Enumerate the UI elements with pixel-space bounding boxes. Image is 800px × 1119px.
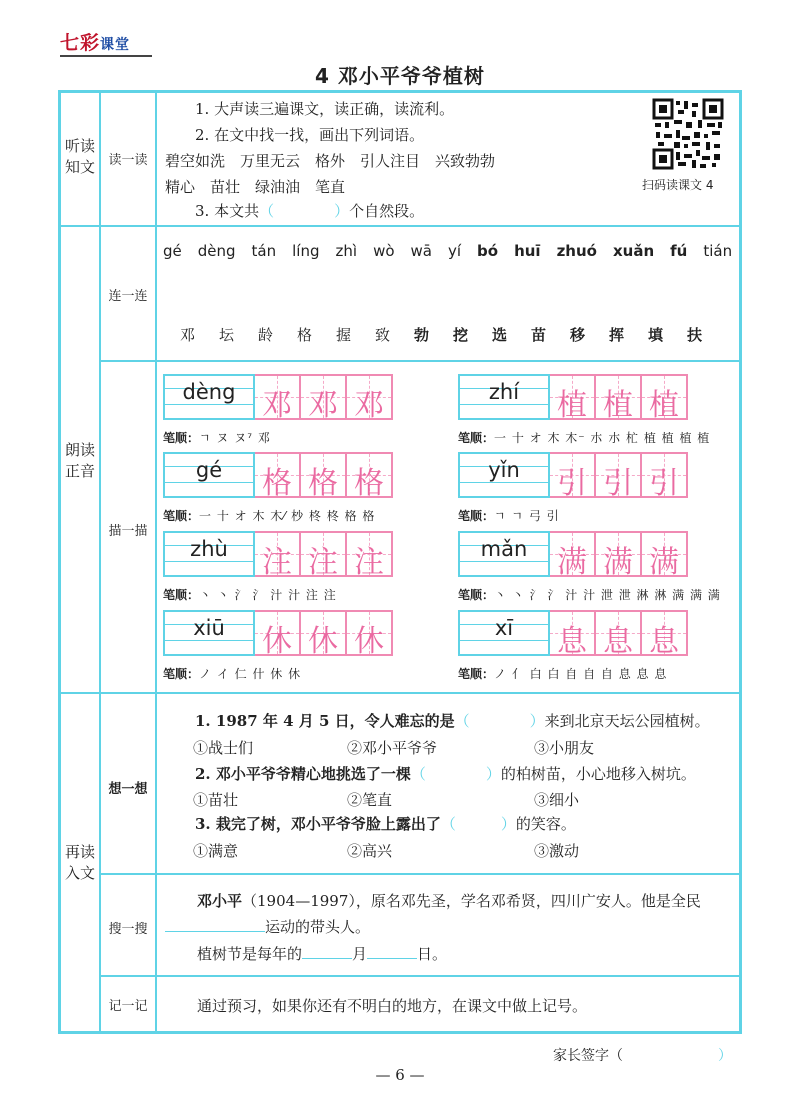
qr-code-icon[interactable] (652, 98, 724, 170)
parent-signature[interactable]: 家长签字（ ） (553, 1048, 732, 1064)
stroke-sequence: ㄱ ヌ ヌ⁷ 邓 (199, 431, 271, 445)
stroke-label: 笔顺： (163, 588, 200, 602)
hanzi-item[interactable]: 挖 (453, 326, 469, 344)
read-line-1: 1. 大声读三遍课文，读正确，读流利。 (195, 100, 455, 118)
stroke-label: 笔顺： (458, 509, 495, 523)
hanzi-item[interactable]: 坛 (219, 326, 235, 344)
trace-character: 引 (603, 466, 633, 501)
trace-cell[interactable] (301, 531, 347, 580)
hanzi-item[interactable]: 邓 (180, 326, 196, 344)
pinyin-item[interactable]: dèng (197, 242, 236, 260)
stroke-order (458, 429, 710, 446)
stroke-label: 笔顺： (163, 667, 200, 681)
hanzi-item[interactable]: 握 (336, 326, 352, 344)
pinyin-text: yǐn (488, 458, 520, 482)
answer-blank[interactable]: （ ） (454, 712, 545, 730)
hanzi-item[interactable]: 苗 (531, 326, 547, 344)
trace-cell[interactable] (255, 374, 301, 423)
hanzi-item[interactable]: 格 (297, 326, 313, 344)
pinyin-text: xī (494, 616, 514, 640)
trace-cell[interactable] (347, 610, 393, 659)
writing-grid[interactable] (458, 610, 688, 659)
trace-character: 注 (308, 545, 338, 580)
fill-blank-month[interactable] (302, 945, 352, 959)
option[interactable]: ③细小 (534, 791, 580, 809)
pinyin-text: mǎn (480, 537, 528, 561)
stroke-order (163, 586, 337, 603)
sub-label-xiangyixiang: 想一想 (108, 782, 148, 797)
brand-logo: 七彩课堂 (60, 32, 131, 54)
stroke-sequence: 丶 丶 氵 氵 汁 汁 注 注 (199, 588, 337, 602)
trace-cell[interactable] (301, 452, 347, 501)
row-divider (100, 873, 740, 875)
writing-grid[interactable] (458, 531, 688, 580)
read-line-5: 3. 本文共（ ）个自然段。 (195, 202, 425, 220)
pinyin-item[interactable]: zhì (335, 242, 358, 260)
trace-character: 注 (262, 545, 292, 580)
trace-cell[interactable] (642, 610, 688, 659)
scan-label: 扫码读课文 4 (642, 178, 714, 192)
stroke-sequence: ノ イ 仁 什 休 休 (199, 667, 302, 681)
trace-cell[interactable] (347, 452, 393, 501)
trace-cell[interactable] (642, 374, 688, 423)
trace-character: 格 (262, 466, 292, 501)
trace-character: 邓 (308, 388, 338, 423)
trace-cell[interactable] (596, 610, 642, 659)
page-number: — 6 — (375, 1066, 425, 1084)
writing-grid[interactable] (163, 374, 393, 423)
option[interactable]: ②邓小平爷爷 (347, 739, 438, 757)
option[interactable]: ③激动 (534, 842, 580, 860)
trace-character: 满 (603, 545, 633, 580)
stroke-sequence: ㄱ ㄱ 弓 引 (494, 509, 560, 523)
subsection-divider (155, 92, 157, 1032)
pinyin-item[interactable]: zhuó (556, 242, 597, 260)
trace-character: 邓 (262, 388, 292, 423)
pinyin-item[interactable]: líng (292, 242, 320, 260)
writing-grid[interactable] (163, 610, 393, 659)
trace-cell[interactable] (301, 374, 347, 423)
trace-cell[interactable] (596, 374, 642, 423)
stroke-sequence: 一 十 オ 木 木⁄ 杪 柊 柊 格 格 (199, 509, 376, 523)
pinyin-item[interactable]: tián (703, 242, 733, 260)
hanzi-item[interactable]: 选 (492, 326, 508, 344)
answer-blank[interactable]: （ ） (410, 765, 501, 783)
stroke-order (458, 586, 721, 603)
pinyin-item[interactable]: yí (447, 242, 462, 260)
stroke-sequence: 丶 丶 氵 氵 汁 汁 泄 泄 淋 淋 满 满 满 (494, 588, 721, 602)
section-label-read: 朗读 正音 (64, 441, 95, 480)
writing-grid[interactable] (458, 374, 688, 423)
option[interactable]: ②笔直 (347, 791, 393, 809)
sub-label-souyisou: 搜一搜 (108, 922, 148, 937)
search-line-2: 运动的带头人。 (165, 916, 370, 937)
question-2: 2. 邓小平爷爷精心地挑选了一棵（ ）的柏树苗，小心地移入树坑。 (195, 765, 696, 783)
trace-cell[interactable] (255, 610, 301, 659)
trace-character: 休 (262, 624, 292, 659)
sub-label-jiyiji: 记一记 (108, 999, 148, 1014)
page-title: 4 邓小平爷爷植树 (315, 64, 485, 88)
writing-grid[interactable] (163, 452, 393, 501)
trace-character: 植 (649, 388, 679, 423)
hanzi-item[interactable]: 移 (570, 326, 586, 344)
trace-character: 息 (557, 624, 587, 659)
hanzi-item[interactable]: 扶 (687, 326, 703, 344)
trace-character: 植 (603, 388, 633, 423)
question-3: 3. 栽完了树，邓小平爷爷脸上露出了（ ）的笑容。 (195, 815, 576, 833)
hanzi-item[interactable]: 挥 (609, 326, 625, 344)
trace-character: 引 (557, 466, 587, 501)
read-line-2: 2. 在文中找一找，画出下列词语。 (195, 126, 425, 144)
row-divider (60, 225, 740, 227)
trace-character: 格 (308, 466, 338, 501)
trace-character: 休 (354, 624, 384, 659)
pinyin-row (163, 242, 748, 260)
stroke-label: 笔顺： (458, 431, 495, 445)
section-label-reread: 再读 入文 (64, 843, 95, 882)
fill-blank-day[interactable] (367, 945, 417, 959)
trace-character: 满 (649, 545, 679, 580)
fill-blank[interactable] (165, 918, 265, 932)
trace-character: 息 (603, 624, 633, 659)
trace-cell[interactable] (550, 374, 596, 423)
hanzi-item[interactable]: 勃 (414, 326, 430, 344)
writing-grid[interactable] (458, 452, 688, 501)
option[interactable]: ①满意 (193, 842, 239, 860)
row-divider (60, 692, 740, 694)
question-1: 1. 1987 年 4 月 5 日，令人难忘的是（ ）来到北京天坛公园植树。 (195, 712, 710, 730)
trace-cell[interactable] (347, 374, 393, 423)
trace-cell[interactable] (642, 531, 688, 580)
trace-cell[interactable] (550, 531, 596, 580)
pinyin-item[interactable]: wā (410, 242, 432, 260)
trace-cell[interactable] (301, 610, 347, 659)
trace-character: 植 (557, 388, 587, 423)
option[interactable]: ①战士们 (193, 739, 254, 757)
stroke-label: 笔顺： (458, 588, 495, 602)
hanzi-item[interactable]: 填 (648, 326, 664, 344)
read-line-3: 碧空如洗 万里无云 格外 引人注目 兴致勃勃 (165, 152, 496, 170)
trace-cell[interactable] (255, 452, 301, 501)
trace-cell[interactable] (596, 452, 642, 501)
section-label-listen: 听读 知文 (64, 137, 95, 176)
trace-cell[interactable] (550, 610, 596, 659)
pinyin-item[interactable]: gé (163, 242, 182, 260)
search-line-3: 植树节是每年的 月 日。 (197, 945, 448, 963)
pinyin-text: zhù (190, 537, 228, 561)
trace-cell[interactable] (596, 531, 642, 580)
option[interactable]: ①苗壮 (193, 791, 239, 809)
pinyin-text: zhí (488, 380, 520, 404)
trace-cell[interactable] (550, 452, 596, 501)
option[interactable]: ②高兴 (347, 842, 393, 860)
stroke-order (163, 429, 271, 446)
hanzi-item[interactable]: 致 (375, 326, 391, 344)
pinyin-item[interactable]: wò (373, 242, 395, 260)
pinyin-item[interactable]: xuǎn (612, 242, 655, 260)
writing-grid[interactable] (163, 531, 393, 580)
pinyin-item[interactable]: bó (477, 242, 499, 260)
answer-blank[interactable]: （ ） (440, 815, 516, 833)
pinyin-item[interactable]: huī (514, 242, 541, 260)
stroke-sequence: 一 十 オ 木 木⁻ 朩 朩 杧 植 植 植 植 (494, 431, 711, 445)
read-line-4: 精心 苗壮 绿油油 笔直 (165, 178, 346, 196)
trace-character: 满 (557, 545, 587, 580)
stroke-label: 笔顺： (163, 509, 200, 523)
option[interactable]: ③小朋友 (534, 739, 595, 757)
pinyin-text: gé (195, 458, 223, 482)
pinyin-item[interactable]: tán (251, 242, 277, 260)
stroke-label: 笔顺： (163, 431, 200, 445)
stroke-sequence: ノ 亻 白 白 自 自 自 息 息 息 (494, 667, 668, 681)
row-divider (100, 975, 740, 977)
answer-blank[interactable]: （ ） (259, 202, 350, 220)
pinyin-text: xiū (193, 616, 225, 640)
trace-cell[interactable] (642, 452, 688, 501)
pinyin-item[interactable]: fú (670, 242, 688, 260)
hanzi-item[interactable]: 龄 (258, 326, 274, 344)
pinyin-text: dèng (182, 380, 236, 404)
trace-cell[interactable] (255, 531, 301, 580)
trace-character: 引 (649, 466, 679, 501)
trace-character: 格 (354, 466, 384, 501)
option-row (193, 737, 253, 758)
stroke-label: 笔顺： (458, 667, 495, 681)
trace-character: 邓 (354, 388, 384, 423)
stroke-order (458, 507, 560, 524)
sub-label-duyidu: 读一读 (108, 153, 148, 168)
stroke-order (458, 665, 667, 682)
sub-label-miaoyimiao: 描一描 (108, 524, 148, 539)
note-text: 通过预习，如果你还有不明白的地方，在课文中做上记号。 (197, 997, 588, 1015)
brand-underline (60, 55, 152, 57)
search-line-1: 邓小平（1904—1997），原名邓先圣，学名邓希贤，四川广安人。他是全民 (197, 892, 701, 910)
trace-character: 息 (649, 624, 679, 659)
row-divider (100, 360, 740, 362)
trace-cell[interactable] (347, 531, 393, 580)
hanzi-row (180, 324, 726, 345)
stroke-order (163, 507, 375, 524)
trace-character: 注 (354, 545, 384, 580)
section-divider (99, 92, 101, 1032)
sub-label-lianyilian: 连一连 (108, 289, 148, 304)
trace-character: 休 (308, 624, 338, 659)
stroke-order (163, 665, 301, 682)
